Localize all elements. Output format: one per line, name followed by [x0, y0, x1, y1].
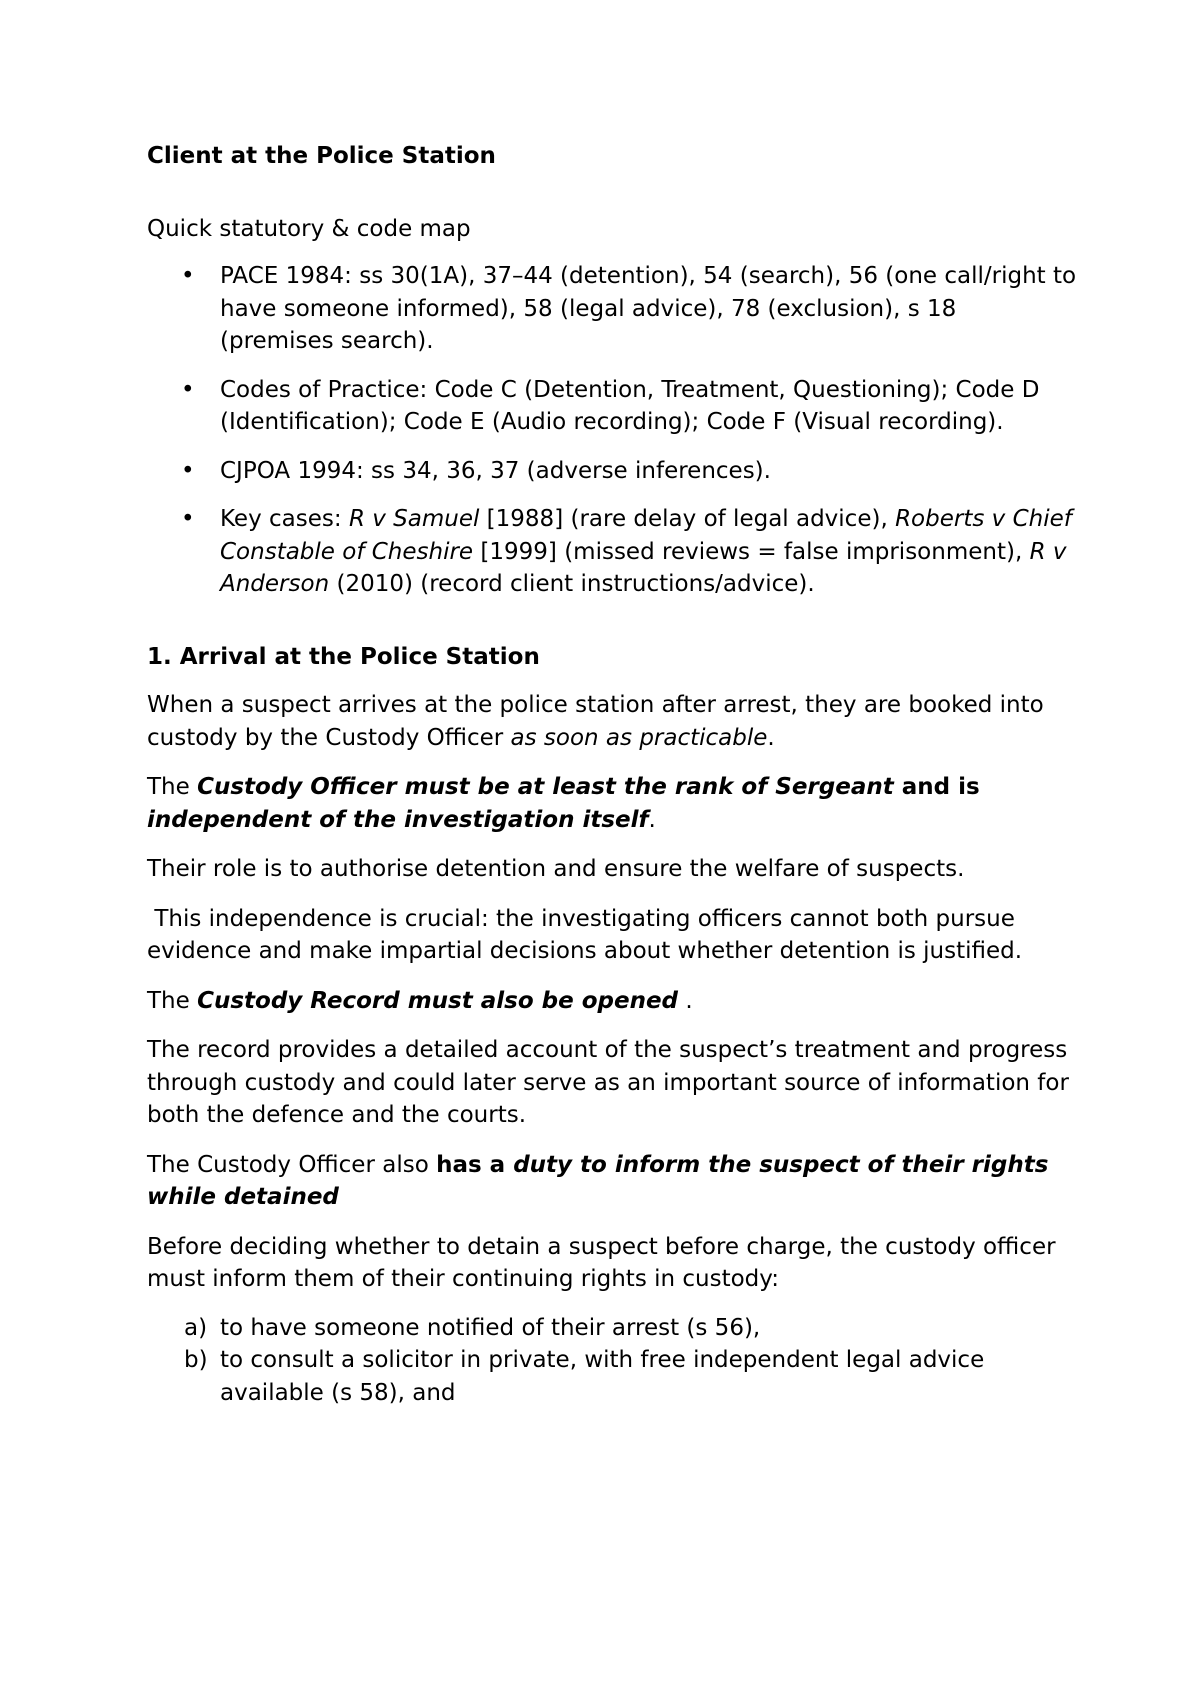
case-note: (2010) (record client instructions/advice). — [329, 571, 815, 597]
emphasis-text: independent of the investigation itself — [147, 806, 649, 833]
list-item-text: to have someone notified of their arrest (s 56), — [220, 1314, 761, 1341]
document-page — [147, 140, 1077, 1409]
case-note: [1999] (missed reviews = false imprisonment), — [473, 538, 1030, 565]
paragraph: Their role is to authorise detention and ensure the welfare of suspects. — [147, 856, 965, 882]
statutory-map-list — [147, 260, 1077, 601]
paragraph — [147, 771, 1077, 836]
bullet-icon: • — [181, 376, 195, 403]
emphasis-text: duty to inform the suspect of their rights while detained — [147, 1151, 1049, 1210]
case-name: Roberts v Chief Constable of Cheshire — [220, 506, 1072, 565]
rights-list — [147, 1312, 1077, 1410]
document-title: Client at the Police Station — [147, 143, 496, 169]
case-note: [1988] (rare delay of legal advice), — [479, 506, 896, 532]
list-item-text: PACE 1984: ss 30(1A), 37–44 (detention), 54 (search), 56 (one call/right to have someone informed), 58 (legal advice), 78 (exclusion), s 18 (premises search). — [220, 263, 1077, 354]
list-item — [147, 1312, 1077, 1345]
bullet-icon: • — [181, 506, 195, 532]
emphasis-text: Custody Officer must be at least the rank of Sergeant — [197, 774, 894, 800]
list-item — [147, 455, 1077, 488]
list-item-text: CJPOA 1994: ss 34, 36, 37 (adverse inferences). — [220, 457, 771, 484]
list-item — [147, 260, 1077, 358]
emphasis-text: as soon as practicable — [510, 724, 768, 751]
bullet-icon: • — [181, 263, 195, 289]
paragraph-text: . — [678, 987, 693, 1014]
bold-text: and is — [893, 774, 980, 800]
bullet-icon: • — [181, 457, 195, 484]
paragraph-text: . — [648, 806, 656, 833]
key-cases-prefix: Key cases: — [220, 506, 349, 532]
case-name: R v Anderson — [220, 538, 1067, 597]
paragraph — [147, 985, 1077, 1018]
section-heading: 1. Arrival at the Police Station — [147, 643, 540, 670]
emphasis-text: Custody Record must also be opened — [197, 987, 679, 1014]
bold-text: has a — [436, 1151, 514, 1178]
list-marker: a) — [184, 1314, 208, 1341]
paragraph-text: When a suspect arrives at the police station after arrest, they are booked into custody by the Custody Officer — [147, 692, 1044, 751]
list-marker: b) — [184, 1347, 208, 1373]
list-item — [147, 374, 1077, 439]
paragraph-text: The Custody Officer also — [147, 1151, 437, 1178]
paragraph-text: . — [767, 724, 775, 751]
list-item-text: to consult a solicitor in private, with free independent legal advice available (s 58), and — [220, 1347, 985, 1406]
case-name: R v Samuel — [348, 506, 480, 532]
list-item-text — [220, 506, 1072, 597]
document-subtitle: Quick statutory & code map — [147, 215, 471, 242]
list-item-text: Codes of Practice: Code C (Detention, Treatment, Questioning); Code D (Identification); Code E (Audio recording); Code F (Visual recording). — [220, 376, 1040, 435]
paragraph: Before deciding whether to detain a suspect before charge, the custody officer must inform them of their continuing rights in custody: — [147, 1233, 1056, 1292]
paragraph: The record provides a detailed account of the suspect’s treatment and progress through custody and could later serve as an important source of information for both the defence and the courts. — [147, 1037, 1069, 1128]
paragraph-text: The — [147, 987, 198, 1014]
paragraph — [147, 1149, 1077, 1214]
paragraph — [147, 689, 1077, 754]
paragraph: This independence is crucial: the investigating officers cannot both pursue evidence and make impartial decisions about whether detention is justified. — [147, 905, 1023, 964]
list-item — [147, 1344, 1077, 1409]
paragraph-text: The — [147, 774, 198, 800]
list-item — [147, 503, 1077, 601]
